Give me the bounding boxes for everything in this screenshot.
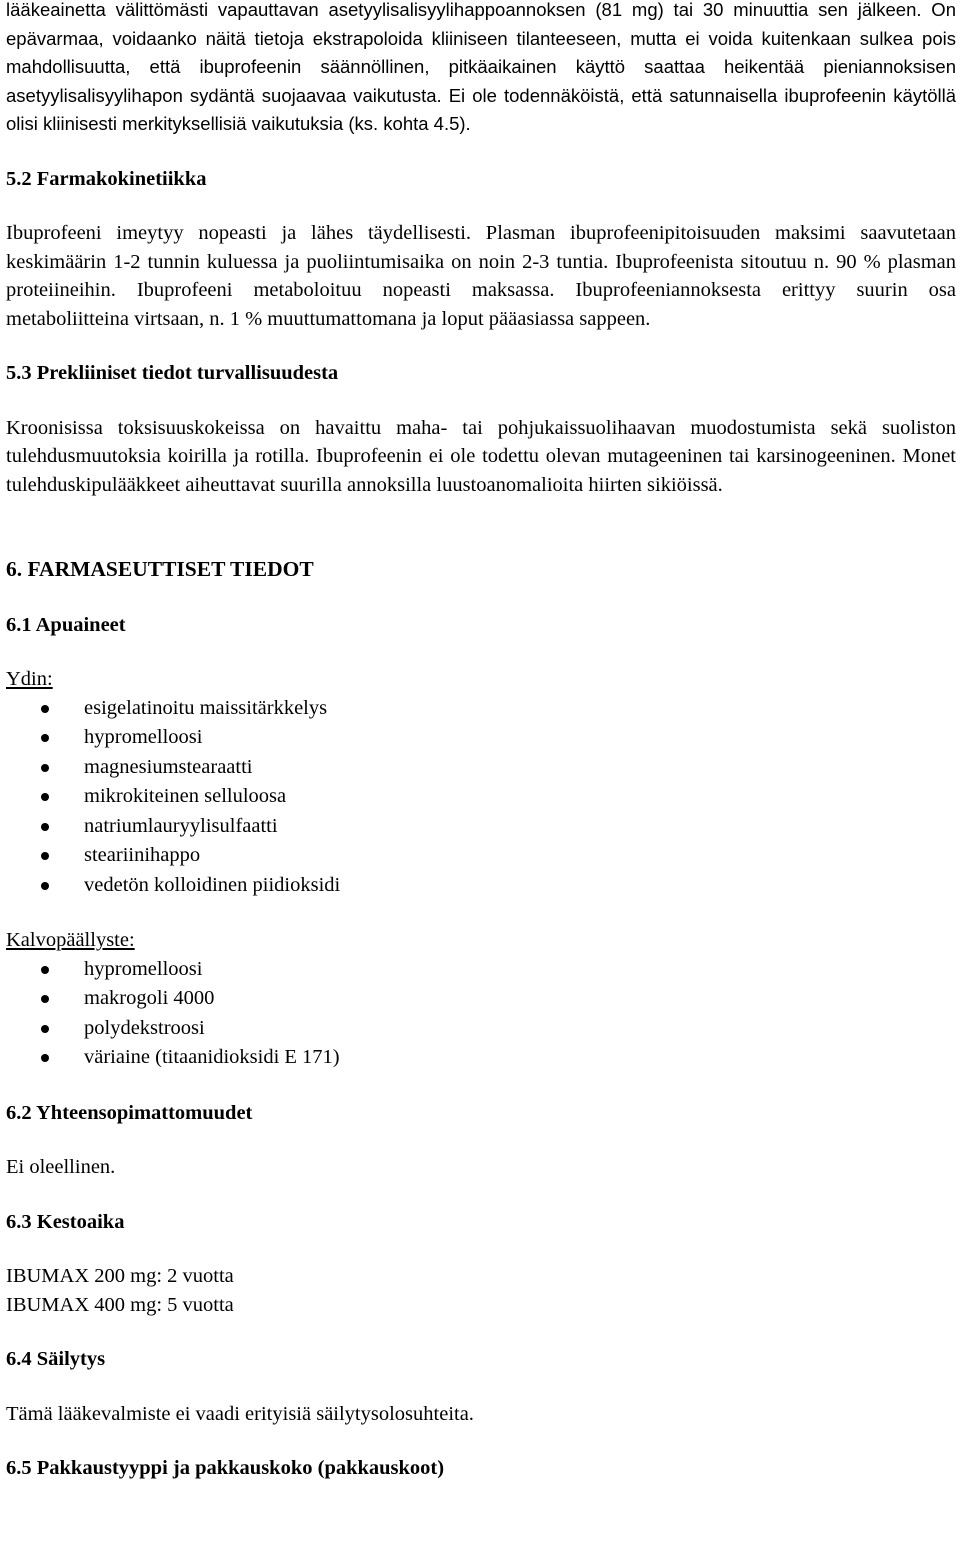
- document-page: [6, 0, 956, 1483]
- list-item: hypromelloosi: [6, 955, 956, 985]
- bullet-icon: [41, 823, 49, 831]
- bullet-icon: [41, 966, 49, 974]
- list-item: polydekstroosi: [6, 1014, 956, 1044]
- section-6-1-heading: 6.1 Apuaineet: [6, 613, 126, 636]
- list-item: makrogoli 4000: [6, 984, 956, 1014]
- section-5-2-heading: 5.2 Farmakokinetiikka: [6, 167, 207, 190]
- pharmacokinetics-paragraph: Ibuprofeeni imeytyy nopeasti ja lähes täydellisesti. Plasman ibuprofeenipitoisuuden maksimi saavutetaan keskimäärin 1-2 tunnin kuluessa ja puoliintumisaika on noin 2-3 tuntia. Ibuprofeenista sitoutuu n. 90 % plasman proteiineihin. Ibuprofeeni metaboloituu nopeasti maksassa. Ibuprofeeniannoksesta erittyy suurin osa metaboliitteina virtsaan, n. 1 % muuttumattomana ja loput pääasiassa sappeen.: [6, 222, 956, 330]
- list-item: steariinihappo: [6, 841, 956, 871]
- section-6-heading: 6. FARMASEUTTISET TIEDOT: [6, 557, 314, 581]
- storage-text: Tämä lääkevalmiste ei vaadi erityisiä säilytysolosuhteita.: [6, 1402, 474, 1425]
- list-item: magnesiumstearaatti: [6, 753, 956, 783]
- section-6-2-heading: 6.2 Yhteensopimattomuudet: [6, 1101, 253, 1124]
- list-item: mikrokiteinen selluloosa: [6, 782, 956, 812]
- pharmacodynamics-text-2: Ei ole todennäköistä, että satunnaisella ibuprofeenin käytöllä olisi kliinisesti merkityksellisiä vaikutuksia (ks. kohta 4.5).: [6, 84, 957, 134]
- pharmacodynamics-text: lääkeainetta välittömästi vapauttavan asetyylisalisyylihappoannoksen (81 mg) tai 30 minuuttia sen jälkeen. On epävarmaa, voidaanko näitä tietoja ekstrapoloida kliiniseen tilanteeseen, mutta ei voida kuitenkaan sulkea pois mahdollisuutta, että ibuprofeenin säännöllinen, pitkäaikainen käyttö saattaa heikentää pieniannoksisen asetyylisalisyylihapon sydäntä suojaavaa vaikutusta.: [6, 0, 956, 106]
- coating-label: Kalvopäällyste:: [6, 929, 135, 951]
- section-6-3-heading: 6.3 Kestoaika: [6, 1210, 125, 1233]
- core-label: Ydin:: [6, 668, 53, 690]
- bullet-icon: [41, 764, 49, 772]
- section-5-3-heading: 5.3 Prekliiniset tiedot turvallisuudesta: [6, 362, 339, 384]
- bullet-icon: [41, 995, 49, 1003]
- pharmacodynamics-continuation-paragraph: [6, 0, 956, 139]
- shelf-life-line-400: IBUMAX 400 mg: 5 vuotta: [6, 1293, 234, 1316]
- coating-excipient-list: [6, 955, 956, 1073]
- bullet-icon: [41, 882, 49, 890]
- section-6-5-heading: 6.5 Pakkaustyyppi ja pakkauskoko (pakkauskoot): [6, 1457, 445, 1479]
- list-item: hypromelloosi: [6, 723, 956, 753]
- list-item: esigelatinoitu maissitärkkelys: [6, 694, 956, 724]
- bullet-icon: [41, 793, 49, 801]
- section-6-4-heading: 6.4 Säilytys: [6, 1348, 106, 1370]
- incompatibilities-text: Ei oleellinen.: [6, 1156, 116, 1178]
- bullet-icon: [41, 705, 49, 713]
- bullet-icon: [41, 852, 49, 860]
- bullet-icon: [41, 1054, 49, 1062]
- list-item: natriumlauryylisulfaatti: [6, 812, 956, 842]
- list-item: väriaine (titaanidioksidi E 171): [6, 1043, 956, 1073]
- preclinical-safety-paragraph: Kroonisissa toksisuuskokeissa on havaittu maha- tai pohjukaissuolihaavan muodostumista sekä suoliston tulehdusmuutoksia koirilla ja rotilla. Ibuprofeenin ei ole todettu olevan mutageeninen tai karsinogeeninen. Monet tulehduskipulääkkeet aiheuttavat suurilla annoksilla luustoanomalioita hiirten sikiöissä.: [6, 416, 956, 496]
- core-excipient-list: [6, 694, 956, 901]
- bullet-icon: [41, 1025, 49, 1033]
- list-item: vedetön kolloidinen piidioksidi: [6, 871, 956, 901]
- bullet-icon: [41, 734, 49, 742]
- shelf-life-line-200: IBUMAX 200 mg: 2 vuotta: [6, 1265, 234, 1287]
